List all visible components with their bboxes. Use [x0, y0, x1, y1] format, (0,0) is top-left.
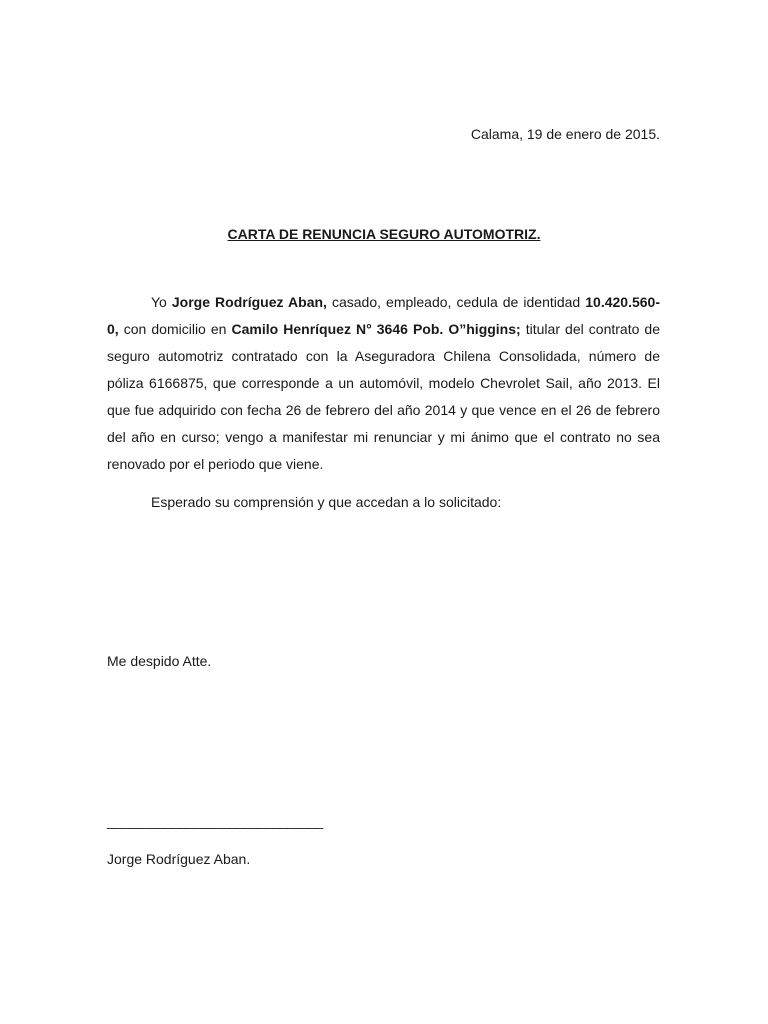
- letter-date: Calama, 19 de enero de 2015.: [470, 126, 660, 142]
- body-paragraph: [107, 289, 660, 478]
- letter-title: CARTA DE RENUNCIA SEGURO AUTOMOTRIZ.: [227, 226, 541, 242]
- farewell-text: Me despido Atte.: [107, 653, 212, 669]
- id-number: 10.420.560-0,: [107, 294, 660, 337]
- closing-paragraph: Esperado su comprensión y que accedan a lo solicitado:: [151, 494, 502, 510]
- body-intro: Yo: [151, 294, 172, 310]
- signature-line: ______________________________: [107, 813, 323, 829]
- address: Camilo Henríquez N° 3646 Pob. O”higgins;: [231, 321, 521, 337]
- author-name: Jorge Rodríguez Aban,: [171, 294, 327, 310]
- signature-name: Jorge Rodríguez Aban.: [107, 851, 251, 867]
- body-rest-text: titular del contrato de seguro automotriz contratado con la Aseguradora Chilena Consolidada, número de póliza 6166875, que corresponde a un automóvil, modelo Chevrolet Sail, año 2013. El que fue adquirido con fecha 26 de febrero del año 2014 y que vence en el 26 de febrero del año en curso; vengo a manifestar mi renunciar y mi ánimo que el contrato no sea renovado por el periodo que viene.: [107, 321, 660, 472]
- body-address-intro: con domicilio en: [118, 321, 232, 337]
- body-marital-text: casado, empleado, cedula de identidad: [326, 294, 586, 310]
